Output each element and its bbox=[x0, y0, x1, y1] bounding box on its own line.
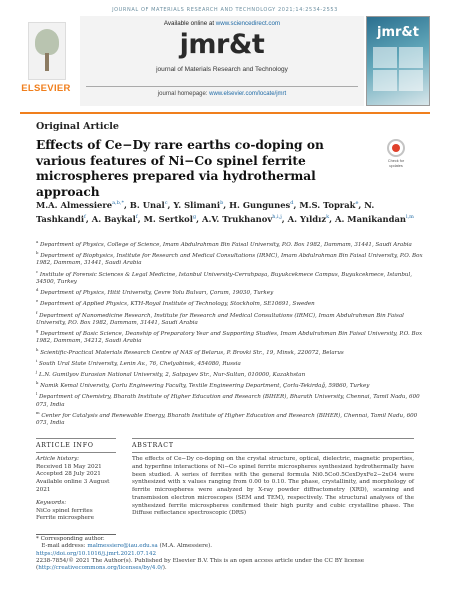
author-affiliation-mark[interactable]: f bbox=[84, 213, 86, 220]
elsevier-logo bbox=[20, 22, 72, 102]
author-affiliation-mark[interactable]: l,m bbox=[405, 213, 414, 220]
affiliation-text: Department of Physics, Hitit University, Çevre Yolu Bulvarı, Çorum, 19030, Turkey bbox=[40, 290, 274, 297]
affiliation-mark: h bbox=[36, 346, 39, 352]
affiliation-mark: c bbox=[36, 268, 39, 274]
history-accepted: Accepted 28 July 2021 bbox=[36, 471, 101, 478]
affiliation-text: Department of Basic Science, Deanship of Preparatory Year and Supporting Studies, Imam Abdulrahman Bin Faisal University, P.O. Box 1982, Dammam, 34212, Saudi Arabia bbox=[36, 331, 423, 345]
author-name[interactable]: A. Yıldız bbox=[287, 213, 327, 224]
author-separator: , bbox=[329, 213, 335, 224]
available-online-prefix: Available online at bbox=[163, 20, 216, 27]
journal-homepage bbox=[80, 91, 364, 97]
affiliation-mark: d bbox=[36, 287, 39, 293]
author-affiliation-mark[interactable]: k bbox=[326, 213, 330, 220]
cover-title: jmr&t bbox=[377, 25, 419, 40]
author-name[interactable]: M. Sertkol bbox=[143, 213, 193, 224]
author-affiliation-mark[interactable]: a,b,* bbox=[112, 200, 124, 206]
affiliation-text: Scientific-Practical Materials Research Centre of NAS of Belarus, P. Brovki Str., 19, Minsk, 220072, Belarus bbox=[40, 349, 344, 356]
journal-logo: jmr&t bbox=[179, 29, 265, 60]
author-separator: , bbox=[281, 213, 288, 224]
affiliation-item bbox=[36, 390, 431, 409]
elsevier-tree-icon bbox=[28, 22, 66, 80]
author-separator: , bbox=[85, 213, 92, 224]
author-separator: , bbox=[293, 199, 300, 210]
email-label: E-mail address: bbox=[41, 543, 88, 550]
affiliation-mark: g bbox=[36, 328, 39, 334]
journal-name: journal of Materials Research and Technology bbox=[156, 66, 288, 73]
homepage-prefix: journal homepage: bbox=[157, 91, 210, 97]
author-name[interactable]: Y. Slimani bbox=[173, 199, 221, 210]
crossmark-icon bbox=[387, 139, 405, 157]
affiliation-item bbox=[36, 249, 431, 268]
affiliation-item bbox=[36, 286, 431, 297]
abstract-rule-lower bbox=[132, 452, 414, 453]
author-name[interactable]: M.S. Toprak bbox=[299, 199, 356, 210]
author-affiliation-mark[interactable]: d bbox=[290, 200, 294, 206]
keywords-label: Keywords: bbox=[36, 500, 67, 507]
author-separator: , bbox=[196, 213, 202, 224]
author-affiliation-mark[interactable]: f bbox=[135, 213, 138, 220]
author-affiliation-mark[interactable]: e bbox=[355, 200, 359, 206]
article-info-rule bbox=[36, 438, 116, 439]
affiliation-mark: l bbox=[36, 391, 38, 397]
affiliation-text: Department of Biophysics, Institute for Research and Medical Consultations (IRMC), Imam Abdulrahman Bin Faisal University, P.O. Box 1982, Dammam, 31441, Saudi Arabia bbox=[36, 253, 423, 267]
banner-divider bbox=[86, 86, 358, 87]
article-type: Original Article bbox=[36, 121, 119, 132]
affiliation-mark: f bbox=[36, 309, 38, 315]
author-affiliation-mark[interactable]: b bbox=[220, 200, 224, 206]
license-prefix: 2238-7854/© 2021 The Author(s). Published by Elsevier B.V. This is an open access article under the CC BY license ( bbox=[36, 557, 365, 572]
affiliation-mark: k bbox=[36, 380, 39, 386]
affiliation-text: South Ural State University, Lenin Av., 76, Chelyabinsk, 454080, Russia bbox=[38, 360, 241, 367]
keyword-item: Ferrite microsphere bbox=[36, 515, 94, 522]
publisher-name: ELSEVIER bbox=[21, 83, 71, 94]
author-affiliation-mark[interactable]: h,i,j bbox=[272, 213, 282, 220]
affiliation-mark: j bbox=[36, 369, 38, 375]
author-name[interactable]: N. Tashkandi bbox=[36, 199, 375, 224]
keyword-item: NiCo spinel ferrites bbox=[36, 507, 93, 514]
author-name[interactable]: B. Unal bbox=[129, 199, 165, 210]
running-head: JOURNAL OF MATERIALS RESEARCH AND TECHNOLOGY 2021;14:2534-2553 bbox=[112, 7, 338, 13]
affiliation-mark: a bbox=[36, 239, 39, 244]
article-info bbox=[36, 438, 116, 523]
affiliation-mark: e bbox=[36, 298, 39, 304]
affiliation-item bbox=[36, 309, 431, 328]
affiliation-text: Department of Physics, College of Science, Imam Abdulrahman Bin Faisal University, P.O. Box 1982, Dammam, 31441, Saudi Arabia bbox=[40, 241, 412, 248]
affiliation-mark: m bbox=[36, 409, 40, 415]
crossmark-label: Check for updates bbox=[387, 159, 405, 168]
affiliation-item bbox=[36, 409, 431, 428]
affiliation-text: Department of Nanomedicine Research, Institute for Research and Medical Consultations (IRMC), Imam Abdulrahman Bin Faisal University, P.O. Box 1982, Dammam, 31441, Saudi Arabia bbox=[36, 312, 404, 326]
email-suffix: (M.A. Almessiere). bbox=[157, 543, 213, 550]
abstract-text: The effects of Ce−Dy co-doping on the crystal structure, optical, dielectric, magnetic properties, and hyperfine interactions of Ni−Co spinel ferrite microspheres synthesized hydrothermally have been studied. A series of ferrites with the general formula Ni0.5Co0.5CexDyxFe2−2xO4 were synthesized with x values ranging from 0.00 to 0.10. The phase, crystallinity, and morphology of ferrite microspheres were analyzed by X-ray powder diffractometry (XRD), scanning and transmission electron microscopes (SEM and TEM), respectively. The structural analyses of the synthesized ferrite microspheres confirmed their high purity and cubic crystalline phase. The Diffuse reflectance spectroscopic (DRS) bbox=[132, 456, 414, 517]
history-received: Received 18 May 2021 bbox=[36, 463, 102, 470]
abstract-section bbox=[132, 438, 414, 518]
article-info-rule-lower bbox=[36, 452, 116, 453]
affiliation-item bbox=[36, 268, 431, 287]
cover-tiles bbox=[373, 47, 423, 91]
sciencedirect-link[interactable]: www.sciencedirect.com bbox=[215, 20, 281, 27]
affiliation-mark: b bbox=[36, 250, 39, 256]
author-name[interactable]: A.V. Trukhanov bbox=[201, 213, 273, 224]
doi-link[interactable]: https://doi.org/10.1016/j.jmrt.2021.07.142 bbox=[36, 550, 157, 557]
author-separator: , bbox=[223, 199, 230, 210]
affiliation-item bbox=[36, 297, 431, 308]
author-separator: , bbox=[167, 199, 174, 210]
homepage-link[interactable]: www.elsevier.com/locate/jmrt bbox=[209, 91, 287, 97]
author-separator: , bbox=[123, 199, 130, 210]
article-title: Effects of Ce−Dy rare earths co-doping on various features of Ni−Co spinel ferrite microspheres prepared via hydrothermal approach bbox=[36, 138, 324, 199]
author-name[interactable]: M.A. Almessiere bbox=[36, 199, 113, 210]
affiliation-item bbox=[36, 327, 431, 346]
footnote-rule bbox=[36, 534, 116, 535]
affiliation-text: Department of Applied Physics, KTH-Royal Institute of Technology, Stockholm, SE10691, Sweden bbox=[40, 301, 315, 308]
journal-cover-image bbox=[366, 16, 430, 106]
affiliation-text: Center for Catalysis and Renewable Energy, Bharath Institute of Higher Education and Research (BIHER), Chennai, Tamil Nadu, 600 073, India bbox=[36, 412, 418, 427]
affiliation-list bbox=[36, 238, 431, 428]
header-accent-rule bbox=[20, 112, 430, 114]
journal-banner bbox=[20, 16, 430, 110]
affiliation-text: Namik Kemal University, Çorlu Engineering Faculty, Textile Engineering Department, Çorlu-Tekirdağ, 59860, Turkey bbox=[40, 383, 370, 390]
author-separator: , bbox=[358, 199, 365, 210]
author-name[interactable]: A. Manikandan bbox=[334, 213, 406, 224]
author-affiliation-mark[interactable]: c bbox=[164, 200, 168, 206]
corresponding-author-note: * Corresponding author. bbox=[36, 536, 105, 542]
affiliation-item bbox=[36, 346, 431, 357]
author-affiliation-mark[interactable]: g bbox=[192, 213, 197, 220]
article-info-heading: ARTICLE INFO bbox=[36, 441, 94, 449]
author-name[interactable]: H. Gungunes bbox=[229, 199, 291, 210]
license-suffix: ). bbox=[162, 565, 167, 572]
affiliation-mark: i bbox=[36, 357, 38, 363]
affiliation-item bbox=[36, 368, 431, 379]
footnotes bbox=[36, 536, 421, 572]
affiliation-item bbox=[36, 357, 431, 368]
affiliation-item bbox=[36, 238, 431, 249]
email-link[interactable]: malmessiere@iau.edu.sa bbox=[87, 543, 158, 550]
affiliation-text: Department of Chemistry, Bharath Institute of Higher Education and Research (BIHER), Bharath University, Chennai, Tamil Nadu, 600 073, India bbox=[36, 394, 420, 408]
crossmark-badge[interactable] bbox=[382, 139, 410, 173]
affiliation-text: Institute of Forensic Sciences & Legal Medicine, Istanbul University-Cerrahpaşa, Buyukcekmece Campus, Buyukcekmece, Istanbul, 34500, Turkey bbox=[36, 271, 412, 285]
history-online: Available online 3 August 2021 bbox=[36, 478, 110, 493]
affiliation-item bbox=[36, 379, 431, 390]
affiliation-text: L.N. Gumilyov Eurasian National University, 2, Satpayev Str., Nur-Sultan, 010000, Kazakhstan bbox=[38, 371, 306, 378]
available-online bbox=[80, 20, 364, 27]
email-line bbox=[36, 543, 421, 550]
abstract-rule bbox=[132, 438, 414, 439]
history-label: Article history: bbox=[36, 456, 80, 463]
license-link[interactable]: http://creativecommons.org/licenses/by/4.0/ bbox=[38, 565, 163, 572]
license-line bbox=[36, 558, 421, 573]
abstract-heading: ABSTRACT bbox=[132, 441, 174, 449]
journal-header-block bbox=[80, 16, 364, 106]
author-list bbox=[36, 198, 416, 225]
author-separator: , bbox=[137, 213, 144, 224]
author-name[interactable]: A. Baykal bbox=[91, 213, 136, 224]
